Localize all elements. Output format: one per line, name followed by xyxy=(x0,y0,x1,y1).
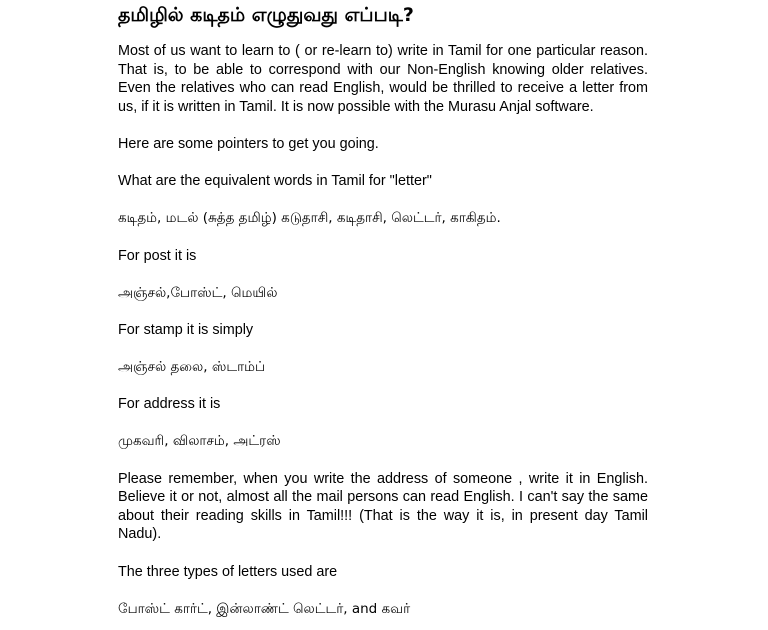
spacer xyxy=(118,154,648,173)
spacer xyxy=(118,191,648,210)
types-intro: The three types of letters used are xyxy=(118,563,338,580)
intro-paragraph: Most of us want to learn to ( or re-learn to) write in Tamil for one particular reason. That is, to be able to correspond with our Non-English knowing older relatives. Even the relatives who can read English, would be thrilled to receive a letter from us, if it is written in Tamil. It is now possible with the Murasu Anjal software. xyxy=(118,43,648,115)
post-words: அஞ்சல்,போஸ்ட், மெயில் xyxy=(118,284,278,301)
spacer xyxy=(118,116,648,135)
spacer xyxy=(118,581,648,600)
stamp-words: அஞ்சல் தலை, ஸ்டாம்ப் xyxy=(118,359,266,376)
address-intro: For address it is xyxy=(118,396,221,413)
stamp-intro: For stamp it is simply xyxy=(118,321,254,338)
spacer xyxy=(118,228,648,247)
types-words: போஸ்ட் கார்ட், இன்லாண்ட் லெட்டர், and கவர் xyxy=(118,600,411,617)
spacer xyxy=(118,377,648,396)
pointers-text: Here are some pointers to get you going. xyxy=(118,135,379,152)
address-words: முகவரி, விலாசம், அட்ரஸ் xyxy=(118,433,281,450)
spacer xyxy=(118,265,648,284)
letter-words: கடிதம், மடல் (சுத்த தமிழ்) கடுதாசி, கடிதாசி, லெட்டர், காகிதம். xyxy=(118,210,501,227)
spacer xyxy=(118,414,648,433)
spacer xyxy=(118,28,648,42)
spacer xyxy=(118,340,648,359)
letter-question: What are the equivalent words in Tamil for "letter" xyxy=(118,173,432,190)
spacer xyxy=(118,302,648,321)
spacer xyxy=(118,451,648,470)
address-note-paragraph: Please remember, when you write the address of someone , write it in English. Believe it or not, almost all the mail persons can read English. I can't say the same about their reading skills in Tamil!!! (That is the way it is, in present day Tamil Nadu). xyxy=(118,470,648,543)
document-page xyxy=(118,0,648,618)
post-intro: For post it is xyxy=(118,247,197,264)
spacer xyxy=(118,544,648,563)
page-title: தமிழில் கடிதம் எழுதுவது எப்படி? xyxy=(118,4,414,26)
